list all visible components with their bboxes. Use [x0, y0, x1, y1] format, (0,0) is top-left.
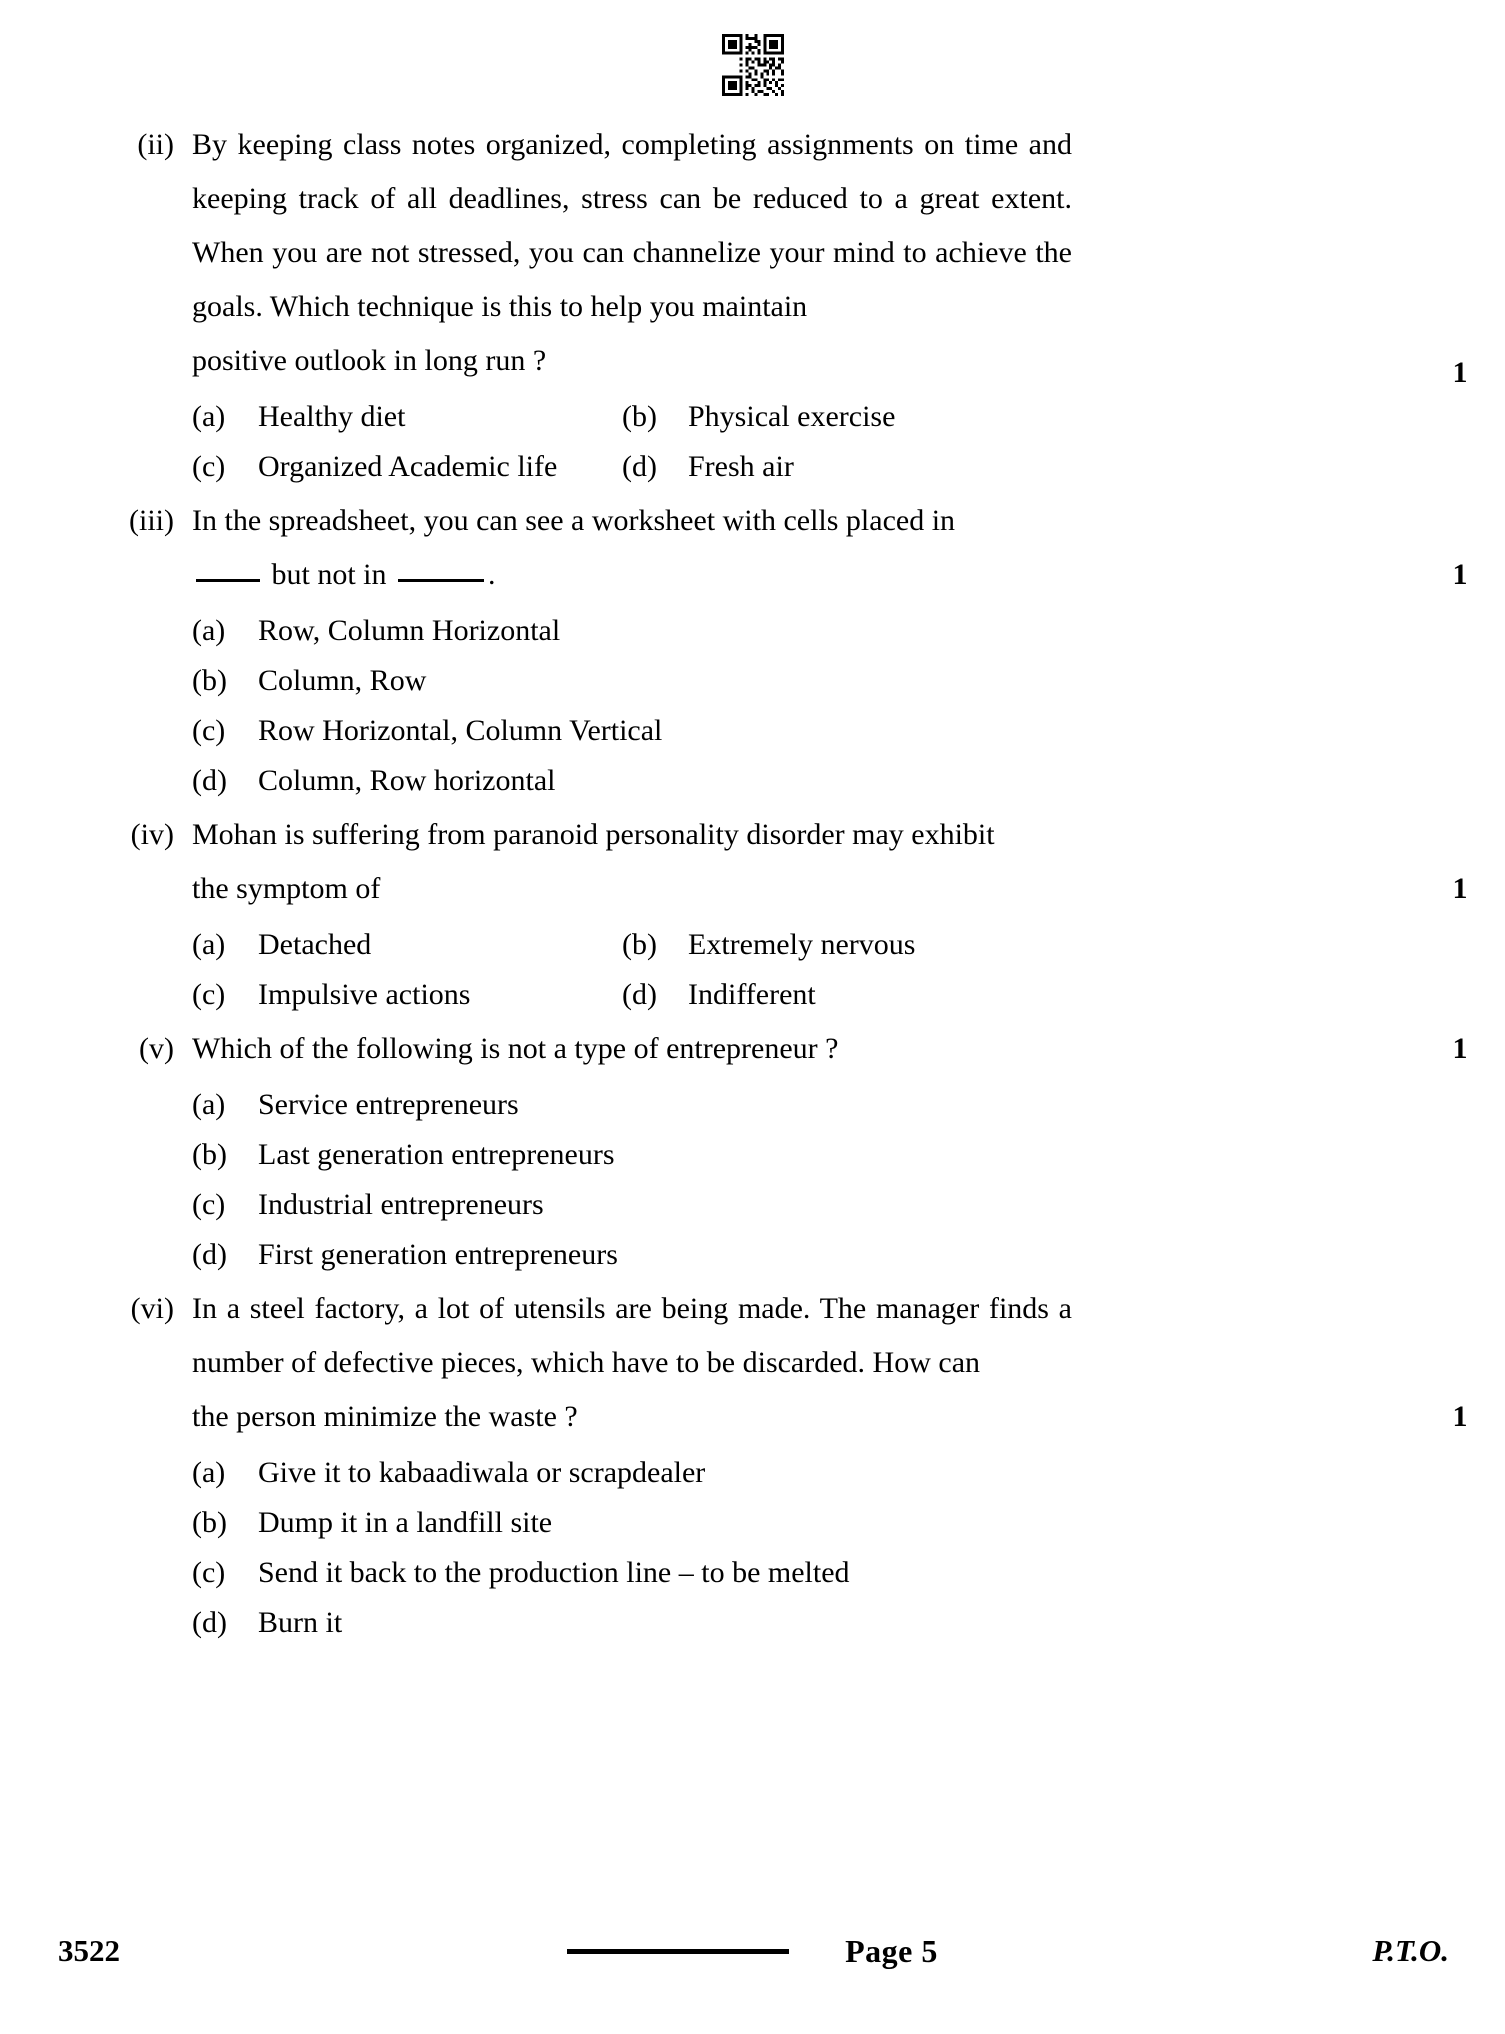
paper-code: 3522: [58, 1933, 120, 1968]
option-key: (a): [192, 400, 226, 433]
option-label: Column, Row horizontal: [258, 764, 556, 797]
question-text: [192, 1022, 1072, 1076]
option-b[interactable]: [192, 1498, 552, 1548]
option-a[interactable]: [192, 1080, 519, 1130]
option-row: [192, 606, 1072, 656]
option-key: (b): [622, 928, 657, 961]
marks-value: 1: [1452, 872, 1468, 905]
option-key: (d): [192, 1606, 227, 1639]
question-last-line: [192, 548, 1072, 602]
question-iv: [0, 808, 1505, 1020]
option-label: Service entrepreneurs: [258, 1088, 519, 1121]
question-vi: [0, 1282, 1505, 1648]
qr-code-container: [0, 34, 1505, 96]
marks-value: 1: [1452, 1032, 1468, 1065]
option-label: First generation entrepreneurs: [258, 1238, 618, 1271]
question-number: (iii): [129, 504, 174, 537]
marks-value: 1: [1452, 1400, 1468, 1433]
question-last-line: positive outlook in long run ?: [192, 344, 547, 377]
options-list: [192, 920, 1072, 1020]
question-last-line: the symptom of: [192, 872, 381, 905]
option-row: [192, 1498, 1072, 1548]
option-row: [192, 656, 1072, 706]
option-c[interactable]: [192, 706, 662, 756]
option-key: (d): [192, 1238, 227, 1271]
options-list: [192, 392, 1072, 492]
option-d[interactable]: [622, 970, 816, 1020]
question-last-line: Which of the following is not a type of entrepreneur ?: [192, 1032, 839, 1065]
question-last-line: the person minimize the waste ?: [192, 1400, 578, 1433]
footer-divider-rule: [567, 1949, 789, 1954]
option-c[interactable]: [192, 970, 622, 1020]
option-row: [192, 756, 1072, 806]
option-label: Extremely nervous: [688, 928, 916, 961]
question-iii: [0, 494, 1505, 806]
question-number: (ii): [137, 128, 174, 161]
option-label: Row Horizontal, Column Vertical: [258, 714, 663, 747]
blank-connector: but not in: [264, 558, 395, 591]
option-label: Row, Column Horizontal: [258, 614, 561, 647]
option-key: (d): [622, 450, 657, 483]
option-key: (a): [192, 614, 226, 647]
option-d[interactable]: [192, 1598, 342, 1648]
option-b[interactable]: [192, 656, 426, 706]
option-b[interactable]: [622, 920, 915, 970]
option-label: Burn it: [258, 1606, 343, 1639]
option-label: Dump it in a landfill site: [258, 1506, 553, 1539]
question-text: [192, 494, 1072, 602]
option-key: (a): [192, 1456, 226, 1489]
fill-blank-1[interactable]: [196, 579, 260, 582]
page-number: Page 5: [845, 1932, 938, 1969]
option-row: [192, 706, 1072, 756]
marks-value: 1: [1452, 356, 1468, 389]
option-row: [192, 1598, 1072, 1648]
question-v: [0, 1022, 1505, 1280]
option-a[interactable]: [192, 392, 622, 442]
question-text: [192, 1282, 1072, 1444]
option-a[interactable]: [192, 606, 560, 656]
option-key: (b): [192, 664, 227, 697]
question-number: (iv): [130, 818, 174, 851]
option-c[interactable]: [192, 1548, 850, 1598]
marks-value: 1: [1452, 558, 1468, 591]
page-footer: [0, 1926, 1505, 1976]
options-list: [192, 1448, 1072, 1648]
option-key: (d): [622, 978, 657, 1011]
option-row: [192, 920, 972, 970]
option-row: [192, 442, 972, 492]
option-row: [192, 970, 972, 1020]
option-key: (a): [192, 928, 226, 961]
option-row: [192, 1080, 1072, 1130]
blank-terminator: .: [488, 558, 496, 591]
option-key: (b): [192, 1138, 227, 1171]
option-b[interactable]: [622, 392, 895, 442]
option-row: [192, 1448, 1072, 1498]
option-label: Indifferent: [688, 978, 816, 1011]
questions-container: [0, 118, 1505, 1650]
option-row: [192, 1130, 1072, 1180]
question-number: (v): [139, 1032, 174, 1065]
option-label: Fresh air: [688, 450, 794, 483]
option-key: (c): [192, 978, 226, 1011]
option-row: [192, 392, 972, 442]
option-b[interactable]: [192, 1130, 615, 1180]
option-key: (b): [622, 400, 657, 433]
question-text: [192, 118, 1072, 388]
option-key: (a): [192, 1088, 226, 1121]
option-key: (b): [192, 1506, 227, 1539]
option-a[interactable]: [192, 920, 622, 970]
option-c[interactable]: [192, 442, 622, 492]
footer-center-group: [0, 1933, 1505, 1970]
option-c[interactable]: [192, 1180, 544, 1230]
question-body: In the spreadsheet, you can see a worksheet with cells placed in: [192, 504, 956, 537]
option-key: (c): [192, 1556, 226, 1589]
option-row: [192, 1230, 1072, 1280]
fill-blank-2[interactable]: [398, 579, 484, 582]
option-label: Detached: [258, 928, 372, 961]
option-label: Physical exercise: [688, 400, 896, 433]
option-label: Send it back to the production line – to be melted: [258, 1556, 850, 1589]
option-key: (d): [192, 764, 227, 797]
option-d[interactable]: [192, 1230, 618, 1280]
option-label: Healthy diet: [258, 400, 406, 433]
option-d[interactable]: [192, 756, 555, 806]
qr-code-icon: [717, 34, 789, 96]
options-list: [192, 1080, 1072, 1280]
question-body: By keeping class notes organized, completing assignments on time and keeping track of all deadlines, stress can be reduced to a great extent. When you are not stressed, you can channelize your mind to achieve the goals. Which technique is this to help you maintain: [192, 128, 1072, 323]
options-list: [192, 606, 1072, 806]
option-label: Impulsive actions: [258, 978, 471, 1011]
option-row: [192, 1548, 1072, 1598]
question-body: In a steel factory, a lot of utensils are being made. The manager finds a number of defective pieces, which have to be discarded. How can: [192, 1292, 1072, 1379]
option-label: Column, Row: [258, 664, 427, 697]
option-key: (c): [192, 714, 226, 747]
question-ii: [0, 118, 1505, 492]
question-text: [192, 808, 1072, 916]
option-label: Industrial entrepreneurs: [258, 1188, 544, 1221]
question-body: Mohan is suffering from paranoid personality disorder may exhibit: [192, 818, 995, 851]
option-a[interactable]: [192, 1448, 705, 1498]
question-number: (vi): [130, 1292, 174, 1325]
option-d[interactable]: [622, 442, 794, 492]
option-label: Give it to kabaadiwala or scrapdealer: [258, 1456, 706, 1489]
option-label: Organized Academic life: [258, 450, 558, 483]
option-key: (c): [192, 1188, 226, 1221]
pto-label: P.T.O.: [1372, 1933, 1449, 1968]
option-key: (c): [192, 450, 226, 483]
option-row: [192, 1180, 1072, 1230]
option-label: Last generation entrepreneurs: [258, 1138, 615, 1171]
